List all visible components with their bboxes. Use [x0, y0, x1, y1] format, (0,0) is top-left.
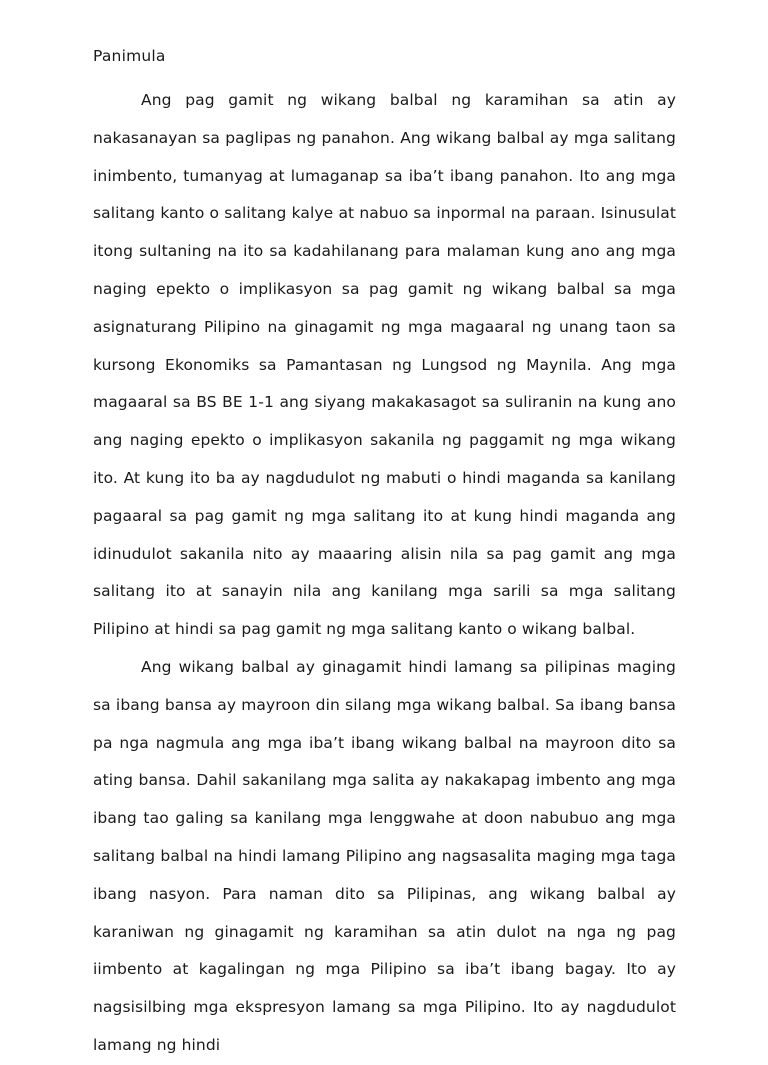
section-heading: Panimula: [93, 47, 166, 65]
paragraph-2: Ang wikang balbal ay ginagamit hindi lamang sa pilipinas maging sa ibang bansa ay mayroon din silang mga wikang balbal. Sa ibang bansa pa nga nagmula ang mga iba’t ibang wikang balbal na mayroon dito sa ating bansa. Dahil sakanilang mga salita ay nakakapag imbento ang mga ibang tao galing sa kanilang mga lenggwahe at doon nabubuo ang mga salitang balbal na hindi lamang Pilipino ang nagsasalita maging mga taga ibang nasyon. Para naman dito sa Pilipinas, ang wikang balbal ay karaniwan ng ginagamit ng karamihan sa atin dulot na nga ng pag iimbento at kagalingan ng mga Pilipino sa iba’t ibang bagay. Ito ay nagsisilbing mga ekspresyon lamang sa mga Pilipino. Ito ay nagdudulot lamang ng hindi: [93, 657, 676, 1054]
paragraph-1: Ang pag gamit ng wikang balbal ng karamihan sa atin ay nakasanayan sa paglipas ng panahon. Ang wikang balbal ay mga salitang inimbento, tumanyag at lumaganap sa iba’t ibang panahon. Ito ang mga salitang kanto o salitang kalye at nabuo sa inpormal na paraan. Isinusulat itong sultaning na ito sa kadahilanang para malaman kung ano ang mga naging epekto o implikasyon sa pag gamit ng wikang balbal sa mga asignaturang Pilipino na ginagamit ng mga magaaral ng unang taon sa kursong Ekonomiks sa Pamantasan ng Lungsod ng Maynila. Ang mga magaaral sa BS BE 1-1 ang siyang makakasagot sa suliranin na kung ano ang naging epekto o implikasyon sakanila ng paggamit ng mga wikang ito. At kung ito ba ay nagdudulot ng mabuti o hindi maganda sa kanilang pagaaral sa pag gamit ng mga salitang ito at kung hindi maganda ang idinudulot sakanila nito ay maaaring alisin nila sa pag gamit ang mga salitang ito at sanayin nila ang kanilang mga sarili sa mga salitang Pilipino at hindi sa pag gamit ng mga salitang kanto o wikang balbal.: [93, 91, 676, 639]
document-body: [93, 44, 676, 1065]
